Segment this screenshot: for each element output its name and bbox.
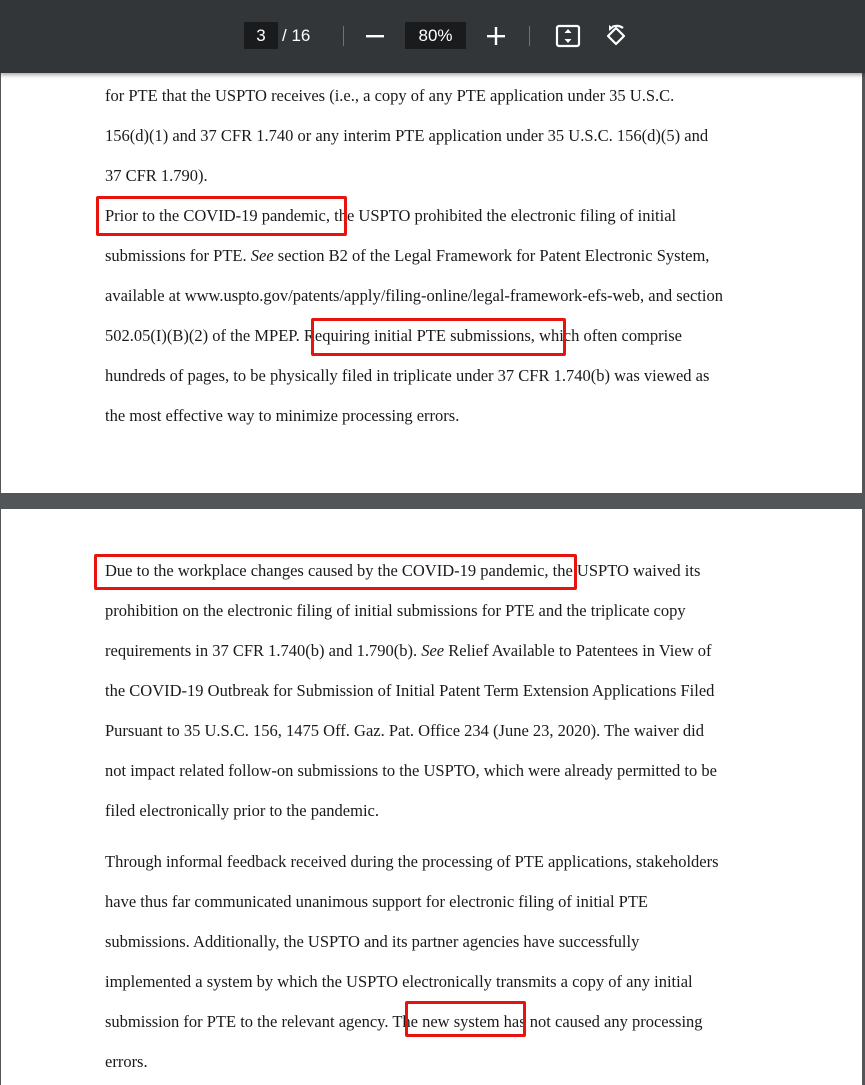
text-line [105,641,712,661]
text-line: have thus far communicated unanimous support for electronic filing of initial PTE [105,892,648,911]
fit-to-page-button[interactable] [550,18,586,54]
zoom-in-button[interactable] [478,18,514,54]
text-line: errors. [105,1052,148,1071]
document-page [1,73,862,493]
text-segment: Relief Available to Patentees in View of [444,641,712,660]
zoom-input[interactable]: 80% [405,22,466,49]
italic-text: See [250,246,274,265]
fit-page-icon [555,24,581,48]
toolbar-divider [343,26,344,46]
text-line: the most effective way to minimize processing errors. [105,406,460,425]
italic-text: See [421,641,445,660]
pdf-toolbar [0,0,865,73]
text-line: 502.05(I)(B)(2) of the MPEP. Requiring initial PTE submissions, which often comprise [105,326,682,345]
page-number-input[interactable]: 3 [244,22,278,49]
page-total-label: / 16 [282,26,311,45]
document-page [1,509,862,1085]
text-line: Due to the workplace changes caused by the COVID-19 pandemic, the USPTO waived its [105,561,701,580]
text-line: not impact related follow-on submissions to the USPTO, which were already permitted to be [105,761,717,780]
text-line: 156(d)(1) and 37 CFR 1.740 or any interim PTE application under 35 U.S.C. 156(d)(5) and [105,126,709,145]
rotate-button[interactable] [598,18,634,54]
plus-icon [486,26,506,46]
text-line: implemented a system by which the USPTO electronically transmits a copy of any initial [105,972,693,991]
text-line: the COVID-19 Outbreak for Submission of Initial Patent Term Extension Applications Filed [105,681,715,700]
text-line: Through informal feedback received during the processing of PTE applications, stakeholders [105,852,719,871]
text-line: Pursuant to 35 U.S.C. 156, 1475 Off. Gaz. Pat. Office 234 (June 23, 2020). The waiver did [105,721,704,740]
toolbar-divider [529,26,530,46]
text-line: available at www.uspto.gov/patents/apply/filing-online/legal-framework-efs-web, and section [105,286,723,305]
rotate-icon [603,23,629,49]
text-line: filed electronically prior to the pandemic. [105,801,379,820]
text-segment: submissions for PTE. [105,246,251,265]
text-line: Prior to the COVID-19 pandemic, the USPTO prohibited the electronic filing of initial [105,206,677,225]
zoom-out-button[interactable] [357,18,393,54]
text-line [105,246,709,266]
text-line: submissions. Additionally, the USPTO and its partner agencies have successfully [105,932,640,951]
text-line: prohibition on the electronic filing of initial submissions for PTE and the triplicate copy [105,601,686,620]
text-line: submission for PTE to the relevant agency. The new system has not caused any processing [105,1012,703,1031]
text-line: hundreds of pages, to be physically filed in triplicate under 37 CFR 1.740(b) was viewed as [105,366,710,385]
text-line: for PTE that the USPTO receives (i.e., a copy of any PTE application under 35 U.S.C. [105,86,675,105]
text-segment: requirements in 37 CFR 1.740(b) and 1.790(b). [105,641,422,660]
text-segment: section B2 of the Legal Framework for Patent Electronic System, [273,246,710,265]
text-line: 37 CFR 1.790). [105,166,208,185]
minus-icon [365,26,385,46]
